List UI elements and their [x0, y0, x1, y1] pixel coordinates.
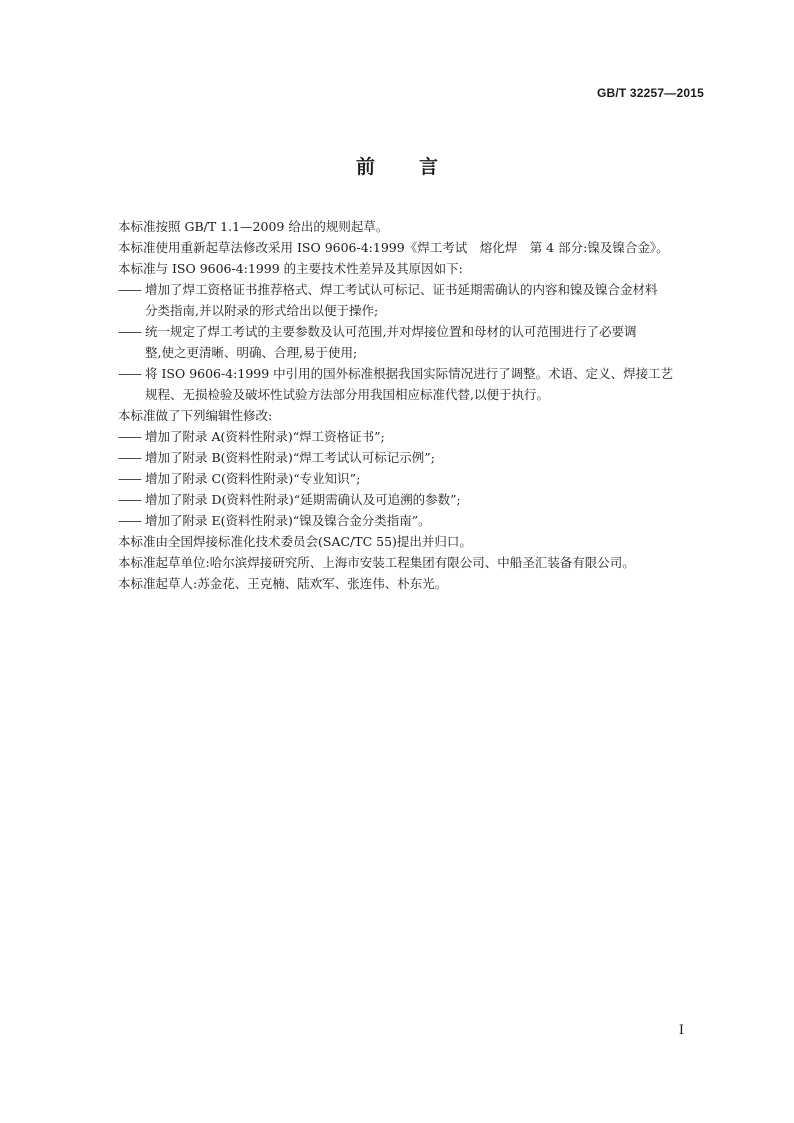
list-item: [118, 321, 708, 363]
dash-marker: ——: [118, 282, 141, 297]
list-item: [118, 279, 708, 321]
list-item: [118, 363, 708, 405]
list-item-continuation: 规程、无损检验及破坏性试验方法部分用我国相应标准代替,以便于执行。: [145, 387, 549, 402]
list-item-line: 增加了焊工资格证书推荐格式、焊工考试认可标记、证书延期需确认的内容和镍及镍合金材料: [145, 282, 658, 297]
page-title: [0, 152, 794, 179]
dash-marker: ——: [118, 429, 141, 444]
list-item: [118, 468, 708, 489]
dash-marker: ——: [118, 492, 141, 507]
list-item-continuation: 分类指南,并以附录的形式给出以便于操作;: [145, 303, 379, 318]
standard-number: GB/T 32257—2015: [596, 86, 704, 100]
paragraph-drafting-units: 本标准起草单位:哈尔滨焊接研究所、上海市安装工程集团有限公司、中船圣汇装备有限公司。: [118, 555, 635, 570]
list-item-line: 统一规定了焊工考试的主要参数及认可范围,并对焊接位置和母材的认可范围进行了必要调: [145, 324, 637, 339]
title-char-2: 言: [419, 156, 439, 178]
list-item-line: 增加了附录 B(资料性附录)“焊工考试认可标记示例”;: [145, 450, 435, 465]
paragraph-adoption: 本标准使用重新起草法修改采用 ISO 9606-4:1999《焊工考试 熔化焊 第 4 部分:镍及镍合金》。: [118, 240, 669, 255]
list-item: [118, 489, 708, 510]
dash-marker: ——: [118, 324, 141, 339]
paragraph-proposer: 本标准由全国焊接标准化技术委员会(SAC/TC 55)提出并归口。: [118, 534, 472, 549]
list-item-line: 增加了附录 E(资料性附录)“镍及镍合金分类指南”。: [145, 513, 431, 528]
list-item: [118, 426, 708, 447]
title-char-1: 前: [355, 156, 375, 178]
list-item: [118, 447, 708, 468]
paragraph-editorial-intro: 本标准做了下列编辑性修改:: [118, 408, 273, 423]
list-item-line: 增加了附录 A(资料性附录)“焊工资格证书”;: [145, 429, 385, 444]
list-item-continuation: 整,使之更清晰、明确、合理,易于使用;: [145, 345, 358, 360]
paragraph-differences-intro: 本标准与 ISO 9606-4:1999 的主要技术性差异及其原因如下:: [118, 261, 463, 276]
list-item-line: 增加了附录 C(资料性附录)“专业知识”;: [145, 471, 361, 486]
dash-marker: ——: [118, 513, 141, 528]
foreword-body: [118, 216, 708, 594]
list-item-line: 增加了附录 D(资料性附录)“延期需确认及可追溯的参数”;: [145, 492, 461, 507]
dash-marker: ——: [118, 471, 141, 486]
list-item: [118, 510, 708, 531]
dash-marker: ——: [118, 366, 141, 381]
paragraph-drafters: 本标准起草人:苏金花、王克楠、陆欢军、张连伟、朴东光。: [118, 576, 448, 591]
paragraph-drafting-rules: 本标准按照 GB/T 1.1—2009 给出的规则起草。: [118, 219, 389, 234]
page-number: I: [678, 1023, 684, 1038]
list-item-line: 将 ISO 9606-4:1999 中引用的国外标准根据我国实际情况进行了调整。术语、定义、焊接工艺: [145, 366, 674, 381]
dash-marker: ——: [118, 450, 141, 465]
